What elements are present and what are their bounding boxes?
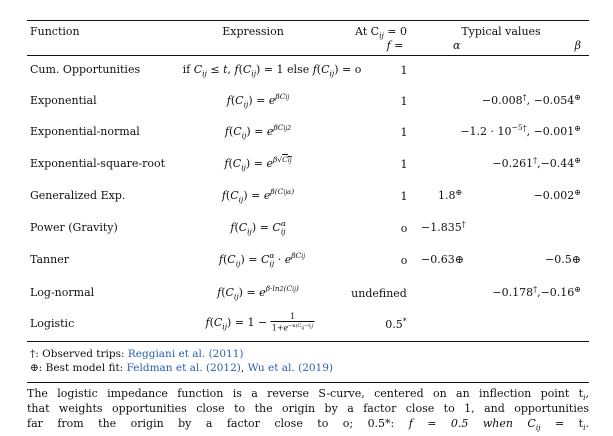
row-beta-exp: −0.008†, −0.054⊕ [481,93,581,107]
row-beta-expsqrt: −0.261†,−0.44⊕ [492,156,581,170]
row-name-power: Power (Gravity) [30,221,118,234]
header-f-eq: f = [386,39,404,52]
row-name-lognormal: Log-normal [30,286,95,299]
row-beta-lognormal: −0.178†,−0.16⊕ [492,285,581,299]
header-rule [27,55,589,56]
citation-reggiani[interactable]: Reggiani et al. (2011) [127,348,244,360]
row-expr-genexp: $f(C_{ij}) = e^{\beta(Cij\alpha)}$ [221,187,295,204]
citation-wu[interactable]: Wu et al. (2019) [247,362,334,374]
header-beta: β [574,39,581,52]
header-function: Function [30,25,80,38]
caption-paragraph [27,386,589,431]
row-expr-tanner: $f(C_{ij}) = C^\alpha_{ij} \cdot e^{\beta Cij}$ [218,251,306,268]
footnote-dagger-text: †: Observed trips: [30,348,128,360]
header-expression: Expression [222,25,284,38]
row-expr-exp: $f(C_{ij}) = e^{\beta Cij}$ [226,92,290,109]
row-alpha-power: −1.835† [421,220,466,234]
caption-line-1: The logistic impedance function is a reverse S-curve, centered on an inflection point $t_i$, [27,387,589,402]
header-at-cij0 [355,25,407,38]
bottom-rule [27,341,589,342]
row-beta-genexp: −0.002⊕ [533,188,581,202]
row-expr-lognormal: $f(C_{ij}) = e^{\beta\cdot ln2(Cij)}$ [217,284,299,301]
row-f0-tanner: o [400,254,408,267]
row-name-tanner: Tanner [30,253,69,266]
row-name-exp: Exponential [30,94,97,107]
header-at-cij0-text: At C [354,25,380,38]
row-name-expsqrt: Exponential-square-root [30,157,166,170]
row-expr-cum: if $C_{ij} \le t$, $f(C_{ij}) = 1$ else $f(C_{ij}) = o$ [182,63,362,78]
row-f0-expnorm: 1 [400,126,408,139]
row-f0-cum: 1 [400,64,408,77]
row-f0-logistic: 0.5* [385,317,407,331]
header-typical-values: Typical values [461,25,541,38]
header-at-cij0-tail: = 0 [383,25,408,38]
row-name-cum: Cum. Opportunities [30,63,141,76]
row-name-logistic: Logistic [30,317,75,330]
caption-rule [27,382,589,383]
footnote-oplus-sep: , [240,362,248,374]
footnote-oplus [30,362,333,374]
caption-line-2: that weights opportunities close to the origin by a factor close to 1, and opportunities [27,402,589,415]
row-beta-tanner: −0.5⊕ [545,253,581,266]
caption-line-3: far from the origin by a factor close to o; 0.5*: f = 0.5 when $C_{ij} = t_i$. [27,417,589,432]
header-at-cij0-sub: ij [379,31,384,40]
citation-feldman[interactable]: Feldman et al. (2012) [126,362,241,374]
row-expr-logistic: $f(C_{ij}) = 1$ − $\frac{1}{1+e^{-\kappa(C_{ij}-t_i)}}$ [205,312,314,333]
expr-cum-if: if [182,63,191,76]
row-beta-expnorm: $-1.2 \cdot 10^{-5\dagger}$, −0.001⊕ [460,123,581,138]
footnote-oplus-text: ⊕: Best model fit: [30,362,127,374]
row-expr-power: $f(C_{ij}) = C^\alpha_{ij}$ [230,219,286,236]
row-f0-expsqrt: 1 [400,158,408,171]
row-f0-lognormal: undefined [351,287,407,300]
header-alpha: α [453,39,461,52]
row-f0-power: o [400,222,408,235]
row-name-genexp: Generalized Exp. [30,189,126,202]
row-expr-expnorm: $f(C_{ij}) = e^{\beta Cij2}$ [224,123,292,140]
footnote-dagger [30,348,244,360]
row-f0-exp: 1 [400,95,408,108]
row-expr-expsqrt: $f(C_{ij}) = e^{\beta√Cij}$ [224,155,292,172]
row-alpha-tanner: −0.63⊕ [421,253,464,266]
row-name-expnorm: Exponential-normal [30,125,140,138]
row-f0-genexp: 1 [400,190,408,203]
row-alpha-genexp: 1.8⊕ [438,188,463,202]
top-rule [27,20,589,21]
